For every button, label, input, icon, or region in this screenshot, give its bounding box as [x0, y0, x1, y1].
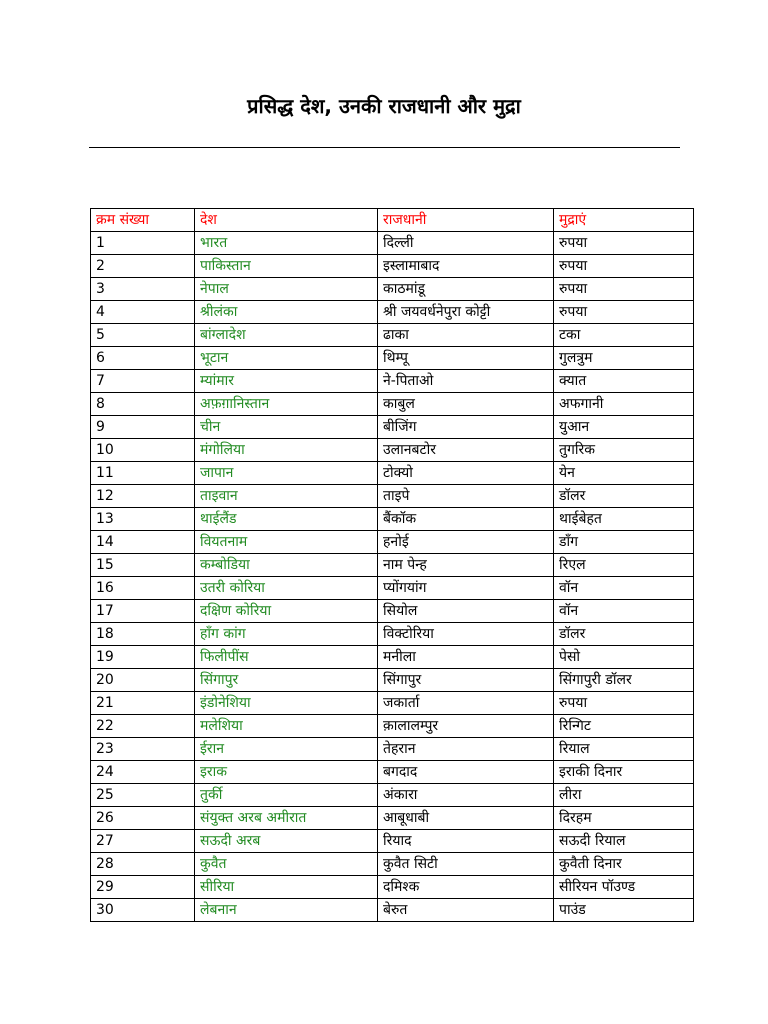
table-row	[91, 715, 694, 738]
table-row	[91, 646, 694, 669]
table-row	[91, 301, 694, 324]
cell-country: ईरान	[195, 738, 378, 761]
cell-capital: जकार्ता	[378, 692, 554, 715]
cell-currency: कुवैती दिनार	[554, 853, 694, 876]
table-row	[91, 623, 694, 646]
cell-capital: थिम्पू	[378, 347, 554, 370]
cell-country: लेबनान	[195, 899, 378, 922]
cell-capital: बैंकॉक	[378, 508, 554, 531]
cell-serial-number: 4	[91, 301, 195, 324]
cell-serial-number: 23	[91, 738, 195, 761]
cell-currency: डॉंग	[554, 531, 694, 554]
cell-serial-number: 22	[91, 715, 195, 738]
cell-currency: रुपया	[554, 255, 694, 278]
cell-serial-number: 6	[91, 347, 195, 370]
table-header-row	[91, 209, 694, 232]
cell-capital: विक्टोरिया	[378, 623, 554, 646]
table-row	[91, 876, 694, 899]
table-row	[91, 554, 694, 577]
table-row	[91, 577, 694, 600]
cell-capital: अंकारा	[378, 784, 554, 807]
cell-serial-number: 10	[91, 439, 195, 462]
header-serial-number: क्रम संख्या	[91, 209, 195, 232]
cell-currency: सिंगापुरी डॉलर	[554, 669, 694, 692]
table-row	[91, 393, 694, 416]
cell-country: सऊदी अरब	[195, 830, 378, 853]
table-row	[91, 370, 694, 393]
cell-country: भूटान	[195, 347, 378, 370]
cell-currency: क्यात	[554, 370, 694, 393]
table-row	[91, 692, 694, 715]
cell-currency: लीरा	[554, 784, 694, 807]
cell-capital: दिल्ली	[378, 232, 554, 255]
cell-capital: तेहरान	[378, 738, 554, 761]
table-row	[91, 853, 694, 876]
header-currency: मुद्राएं	[554, 209, 694, 232]
cell-serial-number: 1	[91, 232, 195, 255]
cell-serial-number: 18	[91, 623, 195, 646]
cell-country: वियतनाम	[195, 531, 378, 554]
table-row	[91, 600, 694, 623]
table-row	[91, 462, 694, 485]
cell-capital: इस्लामाबाद	[378, 255, 554, 278]
cell-serial-number: 15	[91, 554, 195, 577]
cell-capital: कुवैत सिटी	[378, 853, 554, 876]
cell-currency: वॉन	[554, 600, 694, 623]
table-row	[91, 232, 694, 255]
cell-country: कम्बोडिया	[195, 554, 378, 577]
cell-currency: रुपया	[554, 278, 694, 301]
cell-capital: काठमांडू	[378, 278, 554, 301]
cell-currency: पाउंड	[554, 899, 694, 922]
cell-country: सिंगापुर	[195, 669, 378, 692]
cell-currency: पेसो	[554, 646, 694, 669]
cell-serial-number: 28	[91, 853, 195, 876]
cell-capital: आबूधाबी	[378, 807, 554, 830]
cell-serial-number: 24	[91, 761, 195, 784]
cell-capital: हनोई	[378, 531, 554, 554]
cell-capital: नाम पेन्ह	[378, 554, 554, 577]
cell-serial-number: 19	[91, 646, 195, 669]
cell-country: मंगोलिया	[195, 439, 378, 462]
cell-capital: काबुल	[378, 393, 554, 416]
cell-capital: मनीला	[378, 646, 554, 669]
cell-serial-number: 20	[91, 669, 195, 692]
table-row	[91, 439, 694, 462]
cell-serial-number: 17	[91, 600, 195, 623]
table-row	[91, 807, 694, 830]
table-row	[91, 738, 694, 761]
cell-serial-number: 27	[91, 830, 195, 853]
cell-currency: येन	[554, 462, 694, 485]
table-row	[91, 416, 694, 439]
cell-capital: सियोल	[378, 600, 554, 623]
cell-country: थाईलैंड	[195, 508, 378, 531]
cell-currency: रिएल	[554, 554, 694, 577]
cell-country: दक्षिण कोरिया	[195, 600, 378, 623]
cell-country: उतरी कोरिया	[195, 577, 378, 600]
table-row	[91, 324, 694, 347]
cell-currency: गुलत्रुम	[554, 347, 694, 370]
cell-country: अफ़ग़ानिस्तान	[195, 393, 378, 416]
cell-capital: क़ालालम्पुर	[378, 715, 554, 738]
cell-country: म्यांमार	[195, 370, 378, 393]
cell-country: जापान	[195, 462, 378, 485]
cell-currency: सऊदी रियाल	[554, 830, 694, 853]
cell-serial-number: 30	[91, 899, 195, 922]
cell-country: हाँग कांग	[195, 623, 378, 646]
cell-currency: सीरियन पॉउण्ड	[554, 876, 694, 899]
cell-serial-number: 5	[91, 324, 195, 347]
cell-serial-number: 9	[91, 416, 195, 439]
cell-serial-number: 16	[91, 577, 195, 600]
cell-country: फिलीपींस	[195, 646, 378, 669]
table-row	[91, 784, 694, 807]
header-capital: राजधानी	[378, 209, 554, 232]
cell-currency: अफगानी	[554, 393, 694, 416]
cell-currency: दिरहम	[554, 807, 694, 830]
cell-currency: युआन	[554, 416, 694, 439]
cell-capital: बीजिंग	[378, 416, 554, 439]
table-row	[91, 531, 694, 554]
cell-serial-number: 7	[91, 370, 195, 393]
countries-table	[90, 208, 694, 922]
cell-serial-number: 14	[91, 531, 195, 554]
cell-currency: रुपया	[554, 692, 694, 715]
cell-serial-number: 12	[91, 485, 195, 508]
cell-currency: थाईबेहत	[554, 508, 694, 531]
cell-serial-number: 26	[91, 807, 195, 830]
cell-country: तुर्की	[195, 784, 378, 807]
cell-serial-number: 11	[91, 462, 195, 485]
cell-country: संयुक्त अरब अमीरात	[195, 807, 378, 830]
cell-capital: श्री जयवर्धनेपुरा कोट्टी	[378, 301, 554, 324]
title-divider	[89, 147, 680, 148]
header-country: देश	[195, 209, 378, 232]
cell-currency: डॉलर	[554, 485, 694, 508]
cell-country: भारत	[195, 232, 378, 255]
page-title: प्रसिद्ध देश, उनकी राजधानी और मुद्रा	[247, 94, 521, 118]
cell-country: सीरिया	[195, 876, 378, 899]
cell-country: बांग्लादेश	[195, 324, 378, 347]
table-row	[91, 669, 694, 692]
cell-country: पाकिस्तान	[195, 255, 378, 278]
cell-capital: दमिश्क	[378, 876, 554, 899]
cell-serial-number: 3	[91, 278, 195, 301]
cell-capital: बगदाद	[378, 761, 554, 784]
cell-currency: रिन्गिट	[554, 715, 694, 738]
table-body	[91, 232, 694, 922]
cell-country: ताइवान	[195, 485, 378, 508]
table-row	[91, 255, 694, 278]
table-row	[91, 761, 694, 784]
cell-currency: डॉलर	[554, 623, 694, 646]
cell-country: इंडोनेशिया	[195, 692, 378, 715]
cell-serial-number: 21	[91, 692, 195, 715]
table-row	[91, 830, 694, 853]
cell-currency: वॉन	[554, 577, 694, 600]
cell-capital: ने-पिताओ	[378, 370, 554, 393]
cell-country: श्रीलंका	[195, 301, 378, 324]
cell-serial-number: 2	[91, 255, 195, 278]
cell-currency: इराकी दिनार	[554, 761, 694, 784]
cell-country: चीन	[195, 416, 378, 439]
table-row	[91, 508, 694, 531]
table-row	[91, 347, 694, 370]
cell-capital: ढाका	[378, 324, 554, 347]
cell-country: कुवैत	[195, 853, 378, 876]
cell-serial-number: 25	[91, 784, 195, 807]
cell-capital: रियाद	[378, 830, 554, 853]
cell-currency: रुपया	[554, 232, 694, 255]
cell-country: नेपाल	[195, 278, 378, 301]
cell-currency: रुपया	[554, 301, 694, 324]
cell-capital: ताइपे	[378, 485, 554, 508]
cell-capital: टोक्यो	[378, 462, 554, 485]
cell-capital: प्योंगयांग	[378, 577, 554, 600]
cell-country: इराक	[195, 761, 378, 784]
table-row	[91, 899, 694, 922]
cell-currency: तुगरिक	[554, 439, 694, 462]
cell-capital: बेरुत	[378, 899, 554, 922]
cell-currency: टका	[554, 324, 694, 347]
cell-country: मलेशिया	[195, 715, 378, 738]
cell-serial-number: 29	[91, 876, 195, 899]
cell-currency: रियाल	[554, 738, 694, 761]
cell-serial-number: 8	[91, 393, 195, 416]
table-row	[91, 485, 694, 508]
cell-capital: उलानबटोर	[378, 439, 554, 462]
cell-serial-number: 13	[91, 508, 195, 531]
table-row	[91, 278, 694, 301]
cell-capital: सिंगापुर	[378, 669, 554, 692]
